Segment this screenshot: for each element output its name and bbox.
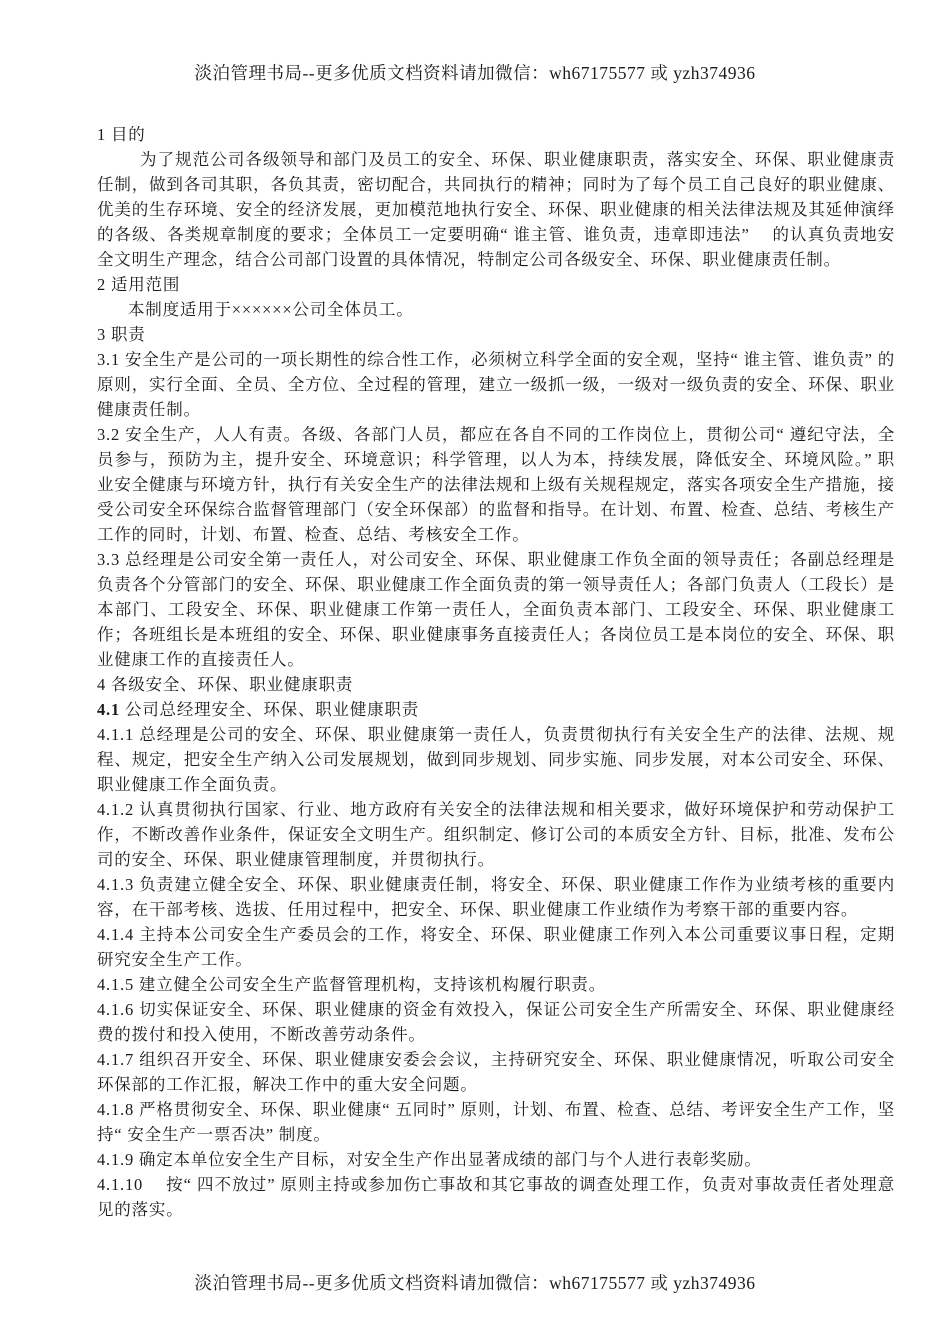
clause-4-1-3: 4.1.3 负责建立健全安全、环保、职业健康责任制，将安全、环保、职业健康工作作为业绩考核的重要内容，在干部考核、选拔、任用过程中，把安全、环保、职业健康工作业绩作为考察干部的重要内容。 [97,875,895,919]
clause-4-1-10: 4.1.10 按“ 四不放过” 原则主持或参加伤亡事故和其它事故的调查处理工作，负责对事故责任者处理意见的落实。 [97,1175,895,1219]
section-1-paragraph: 为了规范公司各级领导和部门及员工的安全、环保、职业健康职责，落实安全、环保、职业健康责任制，做到各司其职，各负其责，密切配合，共同执行的精神；同时为了每个员工自己良好的职业健康、优美的生存环境、安全的经济发展，更加模范地执行安全、环保、职业健康的相关法律法规及其延伸演绎的各级、各类规章制度的要求；全体员工一定要明确“ 谁主管、谁负责，违章即违法” 的认真负责地安全文明生产理念，结合公司部门设置的具体情况，特制定公司各级安全、环保、职业健康责任制。 [97,150,895,269]
clause-4-1-6: 4.1.6 切实保证安全、环保、职业健康的资金有效投入，保证公司安全生产所需安全、环保、职业健康经费的拨付和投入使用，不断改善劳动条件。 [97,1000,895,1044]
section-4-heading: 4 各级安全、环保、职业健康职责 [97,675,354,694]
clause-3-1: 3.1 安全生产是公司的一项长期性的综合性工作，必须树立科学全面的安全观，坚持“ 谁主管、谁负责” 的原则，实行全面、全员、全方位、全过程的管理，建立一级抓一级，一级对一级负责的安全、环保、职业健康责任制。 [97,350,895,419]
clause-4-1-2: 4.1.2 认真贯彻执行国家、行业、地方政府有关安全的法律法规和相关要求，做好环境保护和劳动保护工作，不断改善作业条件，保证安全文明生产。组织制定、修订公司的本质安全方针、目标，批准、发布公司的安全、环保、职业健康管理制度，并贯彻执行。 [97,800,895,869]
footer-watermark: 淡泊管理书局--更多优质文档资料请加微信：wh67175577 或 yzh374936 [194,1273,756,1293]
clause-4-1-7: 4.1.7 组织召开安全、环保、职业健康安委会会议，主持研究安全、环保、职业健康情况，听取公司安全环保部的工作汇报，解决工作中的重大安全问题。 [97,1050,895,1094]
clause-4-1-1: 4.1.1 总经理是公司的安全、环保、职业健康第一责任人，负责贯彻执行有关安全生产的法律、法规、规程、规定，把安全生产纳入公司发展规划，做到同步规划、同步实施、同步发展，对本公司安全、环保、职业健康工作全面负责。 [97,725,895,794]
section-1-heading: 1 目的 [97,125,146,144]
clause-4-1-5: 4.1.5 建立健全公司安全生产监督管理机构，支持该机构履行职责。 [97,975,607,994]
section-3-heading: 3 职责 [97,325,146,344]
clause-4-1-4: 4.1.4 主持本公司安全生产委员会的工作，将安全、环保、职业健康工作列入本公司重要议事日程，定期研究安全生产工作。 [97,925,895,969]
clause-4-1-8: 4.1.8 严格贯彻安全、环保、职业健康“ 五同时” 原则，计划、布置、检查、总结、考评安全生产工作，坚持“ 安全生产一票否决” 制度。 [97,1100,895,1144]
clause-3-3: 3.3 总经理是公司安全第一责任人，对公司安全、环保、职业健康工作负全面的领导责任；各副总经理是负责各个分管部门的安全、环保、职业健康工作全面负责的第一领导责任人；各部门负责人（工段长）是本部门、工段安全、环保、职业健康工作第一责任人，全面负责本部门、工段安全、环保、职业健康工作；各班组长是本班组的安全、环保、职业健康事务直接责任人；各岗位员工是本岗位的安全、环保、职业健康工作的直接责任人。 [97,550,895,669]
document-body [97,122,895,1222]
clause-3-2: 3.2 安全生产，人人有责。各级、各部门人员，都应在各自不同的工作岗位上，贯彻公司“ 遵纪守法，全员参与，预防为主，提升安全、环境意识；科学管理，以人为本，持续发展，降低安全、环境风险。” 职业安全健康与环境方针，执行有关安全生产的法律法规和上级有关规程规定，落实各项安全生产措施，接受公司安全环保综合监督管理部门（安全环保部）的监督和指导。在计划、布置、检查、总结、考核生产工作的同时，计划、布置、检查、总结、考核安全工作。 [97,425,895,544]
clause-number: 4.1 [97,700,121,719]
section-2-paragraph: 本制度适用于××××××公司全体员工。 [128,300,414,319]
header-watermark: 淡泊管理书局--更多优质文档资料请加微信：wh67175577 或 yzh374936 [194,63,756,83]
clause-4-1-9: 4.1.9 确定本单位安全生产目标，对安全生产作出显著成绩的部门与个人进行表彰奖励。 [97,1150,762,1169]
section-4-1-heading: 4.1 公司总经理安全、环保、职业健康职责 [97,700,420,719]
section-2-heading: 2 适用范围 [97,275,181,294]
